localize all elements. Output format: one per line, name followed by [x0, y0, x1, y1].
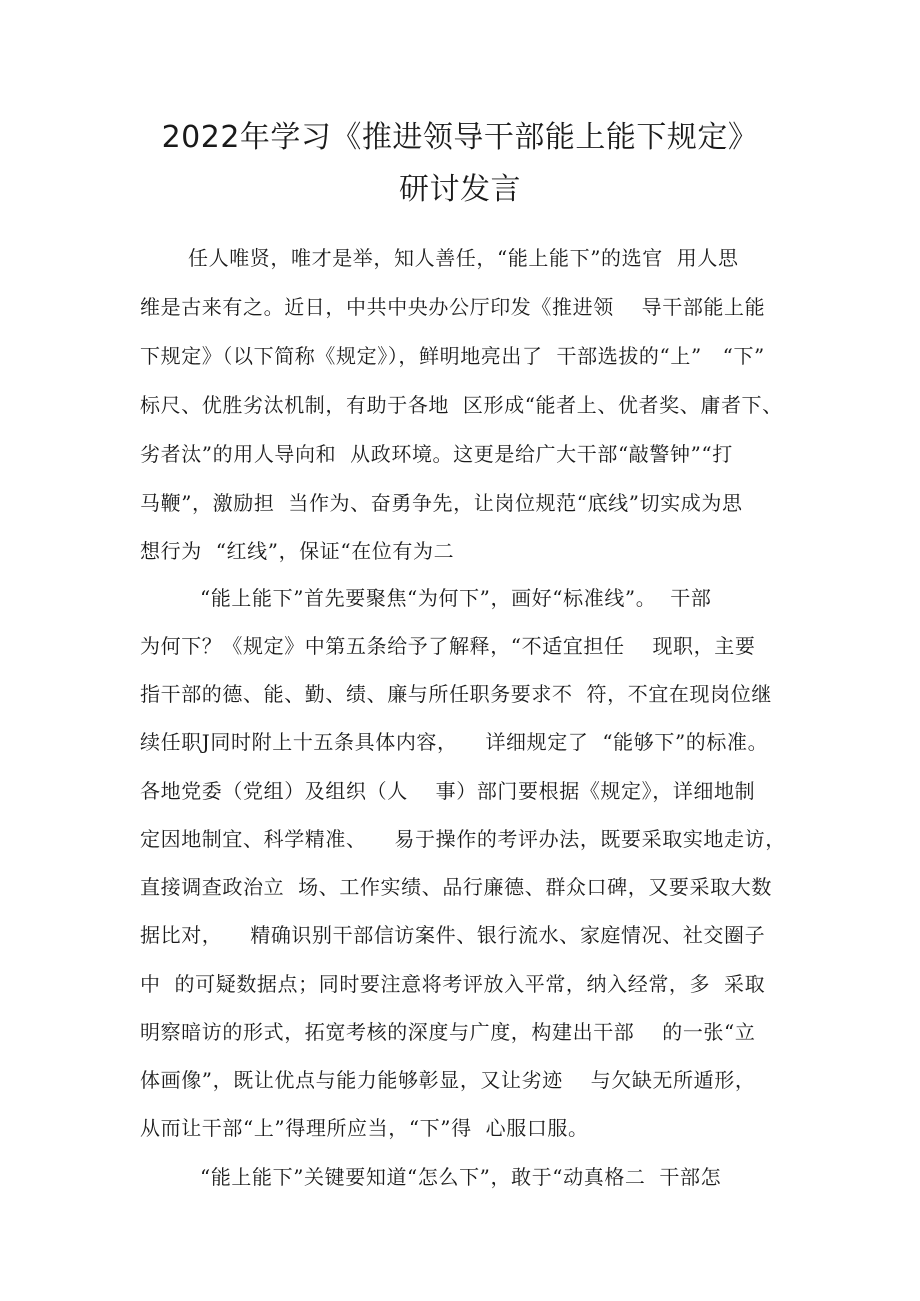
body-text-line: 指干部的德、能、勤、绩、廉与所任职务要求不 符，不宜在现岗位继: [140, 682, 772, 706]
body-text-line: 体画像”，既让优点与能力能够彰显，又让劣迹 与欠缺无所遁形，: [140, 1068, 756, 1092]
body-text-line: 标尺、优胜劣汰机制，有助于各地 区形成“能者上、优者奖、庸者下、: [140, 393, 783, 417]
body-text-line: 明察暗访的形式，拓宽考核的深度与广度，构建出干部 的一张“立: [140, 1020, 756, 1044]
body-text-line: “能上能下”首先要聚焦“为何下”，画好“标准线”。 干部: [200, 586, 712, 610]
body-text-line: 定因地制宜、科学精准、 易于操作的考评办法，既要采取实地走访，: [140, 827, 786, 851]
body-text-line: 续任职J同时附上十五条具体内容， 详细规定了 “能够下”的标准。: [140, 730, 769, 754]
body-text-line: 维是古来有之。近日，中共中央办公厅印发《推进领 导干部能上能: [140, 295, 766, 319]
body-text-line: 下规定》（以下简称《规定》），鲜明地亮出了 干部选拔的“上” “下”: [140, 344, 765, 368]
body-text-line: 劣者汰”的用人导向和 从政环境。这更是给广大干部“敲警钟”“打: [140, 442, 733, 466]
body-text-line: 各地党委（党组）及组织（人 事）部门要根据《规定》，详细地制: [140, 779, 756, 803]
body-text-line: 马鞭”，激励担 当作为、奋勇争先，让岗位规范“底线”切实成为思: [140, 491, 743, 515]
body-text-line: 为何下？《规定》中第五条给予了解释，“不适宜担任 现职，主要: [140, 634, 756, 658]
body-text-line: 直接调查政治立 场、工作实绩、品行廉德、群众口碑，又要采取大数: [140, 875, 772, 899]
body-text-line: 任人唯贤，唯才是举，知人善任，“能上能下”的选官 用人思: [188, 246, 739, 270]
body-text-line: 据比对， 精确识别干部信访案件、银行流水、家庭情况、社交圈子: [140, 923, 766, 947]
body-text-line: 从而让干部“上”得理所应当，“下”得 心服口服。: [140, 1116, 589, 1140]
body-text-line: 中 的可疑数据点；同时要注意将考评放入平常，纳入经常，多 采取: [140, 972, 766, 996]
body-text-line: “能上能下”关键要知道“怎么下”，敢于“动真格二 干部怎: [200, 1165, 722, 1189]
document-title-line-1: 2022年学习《推进领导干部能上能下规定》: [161, 120, 759, 155]
body-text-line: 想行为 “红线”，保证“在位有为二: [140, 539, 455, 563]
document-title-line-2: 研讨发言: [399, 172, 521, 207]
